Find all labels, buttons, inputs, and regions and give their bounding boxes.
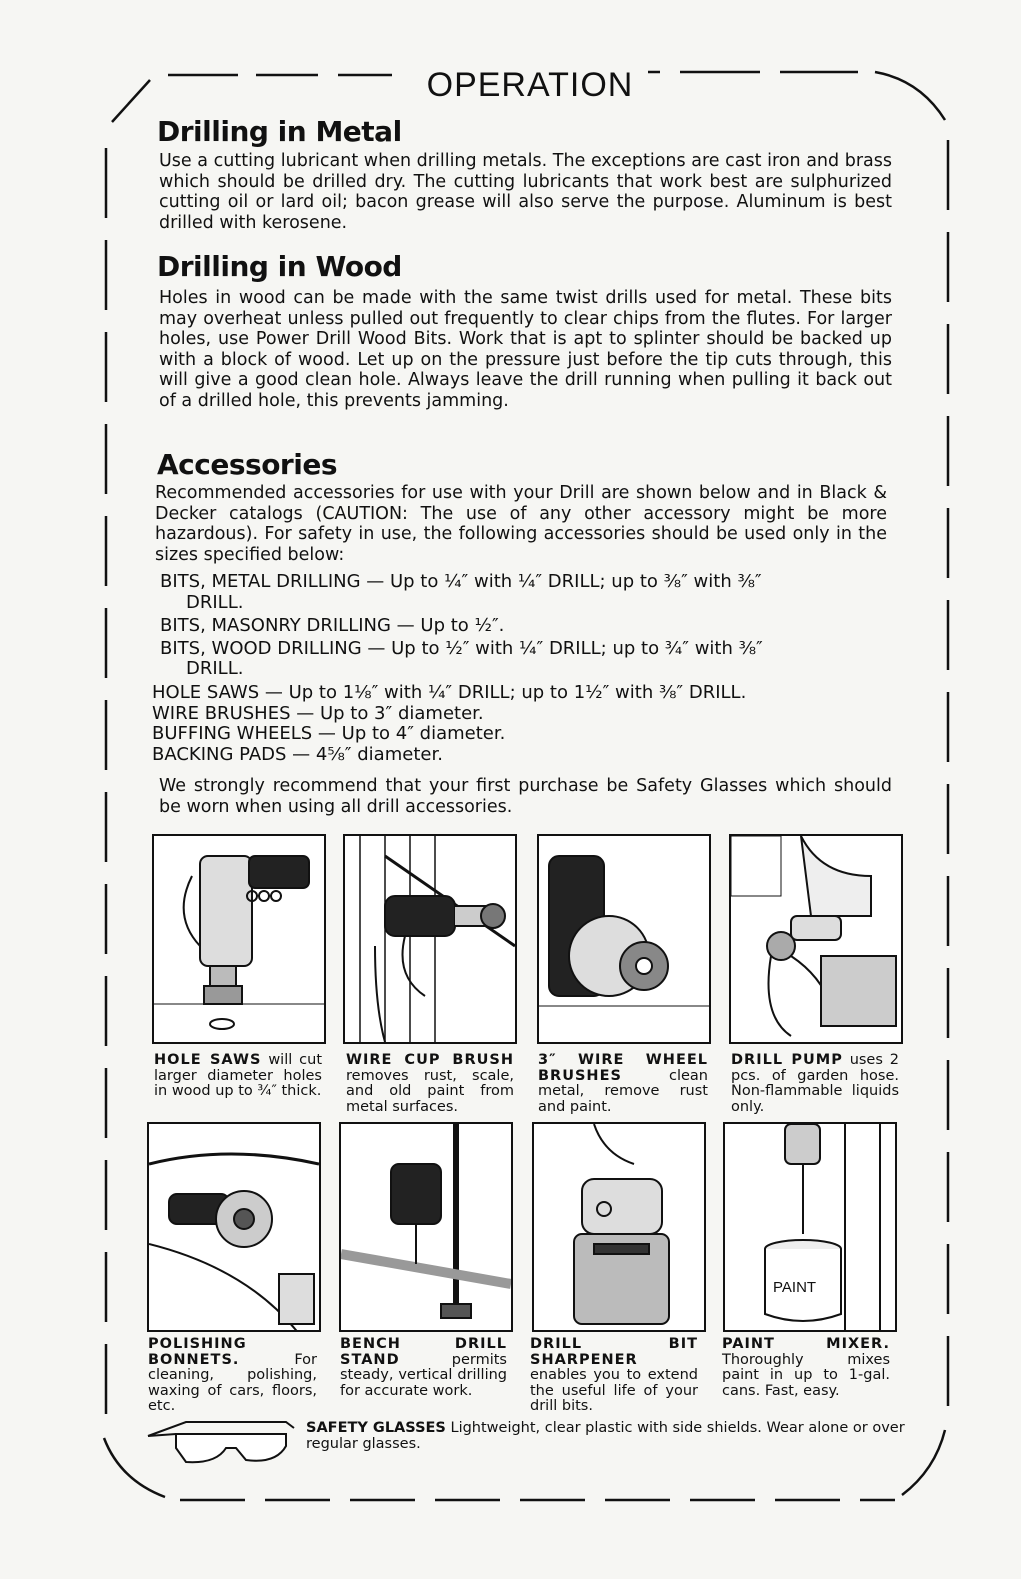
caption-hole-saws: HOLE SAWS will cut larger diameter holes in wood up to ¾″ thick. (154, 1052, 323, 1099)
list-item: HOLE SAWS — Up to 1⅛″ with ¼″ DRILL; up to 1½″ with ⅜″ DRILL. (152, 682, 747, 703)
list-item: BITS, WOOD DRILLING — Up to ½″ with ¼″ DRILL; up to ¾″ with ⅜″ DRILL. (160, 637, 763, 679)
list-item: BACKING PADS — 4⅝″ diameter. (152, 743, 443, 765)
page-title: OPERATION (426, 66, 634, 104)
paint-can-label: PAINT (773, 1279, 817, 1296)
accessory-size-list (160, 572, 900, 680)
safety-glasses-icon (146, 1414, 296, 1466)
accessories-intro-paragraph: Recommended accessories for use with your Drill are shown below and in Black & Decker catalogs (CAUTION: The use of any other accessory might be more hazardous). For safety in use, the following accessories should be used only in the sizes specified below: (155, 483, 887, 565)
caption-paint-mixer: PAINT MIXER. Thoroughly mixes paint in up to 1-gal. cans. Fast, easy. (722, 1336, 890, 1399)
wire-cup-brush-photo (343, 834, 517, 1044)
drilling-wood-text (159, 288, 892, 411)
safety-recommendation-paragraph: We strongly recommend that your first purchase be Safety Glasses which should be worn when using all drill accessories. (159, 776, 892, 817)
drilling-metal-paragraph: Use a cutting lubricant when drilling metals. The exceptions are cast iron and brass which should be drilled dry. The cutting lubricants that work best are sulphurized cutting oil or lard oil; bacon grease will also serve the purpose. Aluminum is best drilled with kerosene. (159, 151, 892, 233)
caption-polishing-bonnets: POLISHING BONNETS. For cleaning, polishing, waxing of cars, floors, etc. (148, 1336, 317, 1414)
safety-recommendation (159, 776, 892, 817)
caption-drill-pump: DRILL PUMP uses 2 pcs. of garden hose. Non-flammable liquids only. (731, 1052, 899, 1115)
caption-wire-cup-brush: WIRE CUP BRUSH removes rust, scale, and old paint from metal surfaces. (346, 1052, 514, 1115)
drilling-wood-paragraph: Holes in wood can be made with the same twist drills used for metal. These bits may overheat unless pulled out frequently to clear chips from the flutes. For larger holes, use Power Drill Wood Bits. Work that is apt to splinter should be backed up with a block of wood. Let up on the pressure just before the tip cuts through, this will give a good clean hole. Always leave the drill running when pulling it back out of a drilled hole, this prevents jamming. (159, 288, 892, 411)
drilling-wood-heading: Drilling in Wood (157, 250, 402, 283)
polishing-bonnet-photo (147, 1122, 321, 1332)
caption-wire-wheel-brushes: 3″ WIRE WHEEL BRUSHES clean metal, remove rust and paint. (538, 1052, 708, 1115)
drilling-metal-heading: Drilling in Metal (157, 115, 402, 148)
drilling-metal-text (159, 151, 892, 233)
accessories-intro (155, 483, 887, 565)
accessory-size-list-continued (152, 683, 902, 765)
list-item: BITS, MASONRY DRILLING — Up to ½″. (160, 615, 505, 636)
accessories-heading: Accessories (157, 448, 337, 481)
list-item: BITS, METAL DRILLING — Up to ¼″ with ¼″ DRILL; up to ⅜″ with ⅜″ DRILL. (160, 571, 762, 613)
caption-drill-bit-sharpener: DRILL BIT SHARPENER enables you to extend the useful life of your drill bits. (530, 1336, 698, 1414)
hole-saw-photo (152, 834, 326, 1044)
drill-bit-sharpener-photo (532, 1122, 706, 1332)
bench-drill-stand-photo (339, 1122, 513, 1332)
list-item: BUFFING WHEELS — Up to 4″ diameter. (152, 723, 506, 744)
safety-glasses-text: SAFETY GLASSES Lightweight, clear plastic with side shields. Wear alone or over regular glasses. (306, 1420, 905, 1452)
list-item: WIRE BRUSHES — Up to 3″ diameter. (152, 702, 484, 724)
drill-pump-photo (729, 834, 903, 1044)
caption-bench-drill-stand: BENCH DRILL STAND permits steady, vertical drilling for accurate work. (340, 1336, 507, 1399)
paint-mixer-photo (723, 1122, 897, 1332)
wire-wheel-brush-photo (537, 834, 711, 1044)
